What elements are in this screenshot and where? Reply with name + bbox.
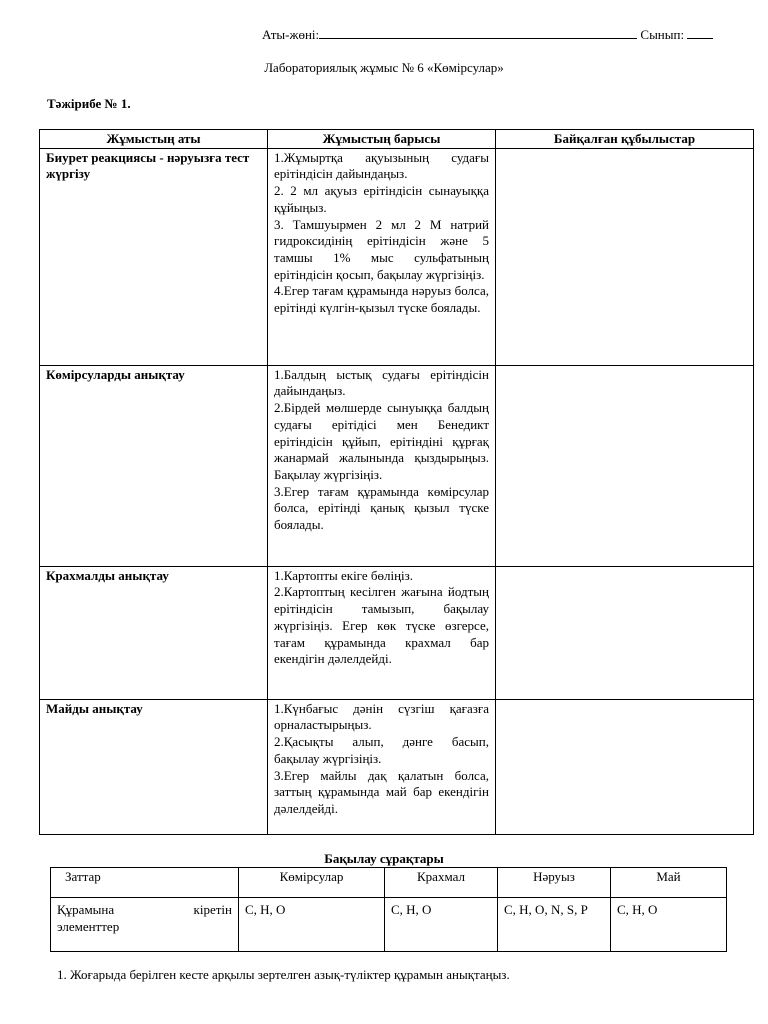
observation-title: Бақылау сұрақтары: [324, 851, 444, 866]
lab-table: [39, 129, 754, 835]
lab-title: Лабораториялық жұмыс № 6 «Көмірсулар»: [264, 60, 504, 75]
work-steps: [268, 566, 496, 699]
step: 2. 2 мл ақуыз ерітіндісін сынауыққа құйыңыз.: [274, 183, 489, 215]
table-row: [40, 148, 754, 365]
step: 4.Егер тағам құрамында нәруыз болса, ерітінді күлгін-қызыл түске боялады.: [274, 283, 489, 316]
work-name: Майды анықтау: [40, 699, 268, 834]
observation-header-row: [51, 868, 727, 898]
col-header-name: Жұмыстың аты: [40, 130, 268, 149]
step: 2.Картоптың кесілген жағына йодтың ерітіндісін тамызып, бақылау жүргізіңіз. Егер көк түске өзгерсе, тағам құрамында крахмал бар екендігін дәлелдейді.: [274, 584, 489, 667]
work-name: Биурет реакциясы - нәруызға тест жүргізу: [40, 148, 268, 365]
step: 3.Егер тағам құрамында көмірсулар болса, ерітінді қанық қызыл түске боялады.: [274, 483, 489, 533]
class-label: Сынып:: [640, 27, 685, 42]
step: 2.Бірдей мөлшерде сынуыққа балдың судағы ерітідісі мен Бенедикт ерітіндісін құйып, ерітіндіні құрғақ жанармай жалынында қыздырыңыз. Бақылау жүргізіңіз.: [274, 400, 489, 482]
step: 1.Картопты екіге бөліңіз.: [274, 567, 414, 583]
observed-cell[interactable]: [496, 148, 754, 365]
step: 1.Жұмыртқа ақуызының судағы ерітіндісін дайындаңыз.: [274, 149, 489, 182]
table-row: [40, 699, 754, 834]
elements-fat: C, H, O: [611, 898, 727, 952]
step: 1.Күнбағыс дәнін сүзгіш қағазға орналастырыңыз.: [274, 700, 489, 733]
class-field[interactable]: [687, 26, 713, 39]
observed-cell[interactable]: [496, 699, 754, 834]
table-row: [40, 365, 754, 566]
step: 3. Тамшуырмен 2 мл 2 М натрий гидроксидінің ерітіндісін және 5 тамшы 1% мыс сульфатының ерітіндісін қосып, бақылау жүргізіңіз.: [274, 216, 489, 282]
col-header-substances: Заттар: [51, 868, 239, 898]
name-field[interactable]: [319, 26, 637, 39]
col-header-protein: Нәруыз: [498, 868, 611, 898]
step: 3.Егер майлы дақ қалатын болса, заттың құрамында май бар екендігін дәлелдейді.: [274, 767, 489, 816]
observed-cell[interactable]: [496, 566, 754, 699]
elements-starch: C, H, O: [385, 898, 498, 952]
name-label: Аты-жөні:: [262, 27, 320, 42]
col-header-starch: Крахмал: [385, 868, 498, 898]
col-header-carbohydrates: Көмірсулар: [239, 868, 385, 898]
observation-row: [51, 898, 727, 952]
col-header-observed: Байқалған құбылыстар: [496, 130, 754, 149]
col-header-fat: Май: [611, 868, 727, 898]
elements-label-line1: Құрамына кіретін: [57, 902, 232, 917]
step: 1.Балдың ыстық судағы ерітіндісін дайындаңыз.: [274, 366, 489, 399]
work-steps: [268, 699, 496, 834]
elements-protein: C, H, O, N, S, P: [498, 898, 611, 952]
work-steps: [268, 365, 496, 566]
step: 2.Қасықты алып, дәнге басып, бақылау жүргізіңіз.: [274, 734, 489, 766]
work-steps: [268, 148, 496, 365]
elements-label-line2: элементтер: [57, 919, 120, 934]
student-header: [262, 26, 762, 43]
work-name: Крахмалды анықтау: [40, 566, 268, 699]
question-1: 1. Жоғарыда берілген кесте арқылы зертелген азық-түліктер құрамын анықтаңыз.: [57, 967, 510, 982]
lab-table-header: [40, 130, 754, 149]
table-row: [40, 566, 754, 699]
observation-table: [50, 867, 727, 952]
observed-cell[interactable]: [496, 365, 754, 566]
work-name: Көмірсуларды анықтау: [40, 365, 268, 566]
col-header-process: Жұмыстың барысы: [268, 130, 496, 149]
experiment-heading: Тәжірибе № 1.: [47, 96, 131, 111]
elements-carbohydrates: C, H, O: [239, 898, 385, 952]
elements-label: [51, 898, 239, 952]
